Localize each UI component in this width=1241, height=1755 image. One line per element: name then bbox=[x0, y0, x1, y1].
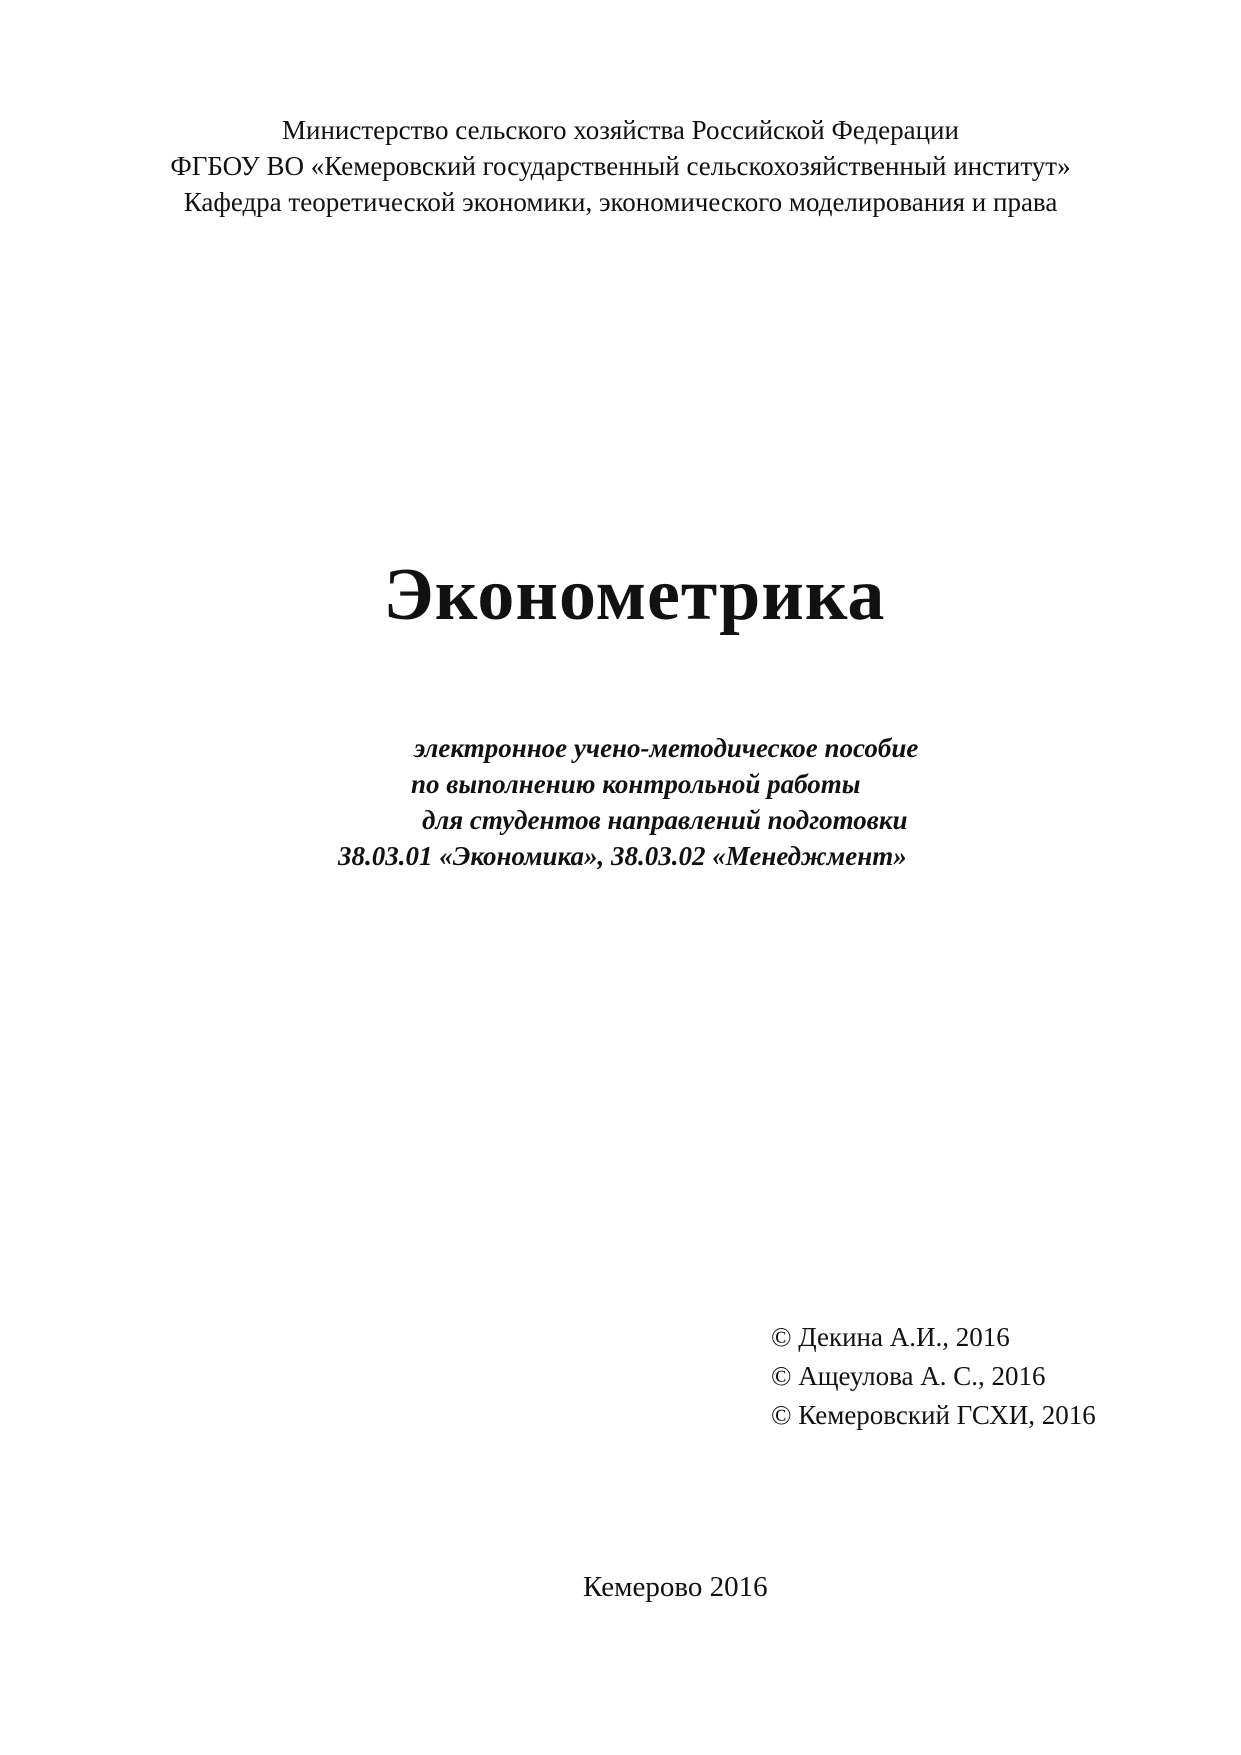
institute-line: ФГБОУ ВО «Кемеровский государственный сельскохозяйственный институт» bbox=[170, 151, 1071, 181]
copyright-line: © Ащеулова А. С., 2016 bbox=[771, 1361, 1046, 1391]
subtitle-line-3: для студентов направлений подготовки bbox=[422, 805, 908, 835]
subtitle-line-1: электронное учено-методическое пособие bbox=[414, 733, 919, 763]
copyright-line: © Кемеровский ГСХИ, 2016 bbox=[771, 1400, 1096, 1430]
ministry-line: Министерство сельского хозяйства Российской Федерации bbox=[282, 115, 959, 145]
institution-header bbox=[0, 112, 1241, 220]
subtitle-line-4: 38.03.01 «Экономика», 38.03.02 «Менеджмент» bbox=[338, 841, 907, 871]
copyright-line: © Декина А.И., 2016 bbox=[771, 1322, 1010, 1352]
copyright-block bbox=[771, 1318, 1096, 1435]
department-line: Кафедра теоретической экономики, экономического моделирования и права bbox=[183, 187, 1058, 217]
subtitle-line-2: по выполнению контрольной работы bbox=[411, 769, 861, 799]
place-year: Кемерово 2016 bbox=[583, 1571, 768, 1603]
document-title: Эконометрика bbox=[383, 554, 886, 636]
